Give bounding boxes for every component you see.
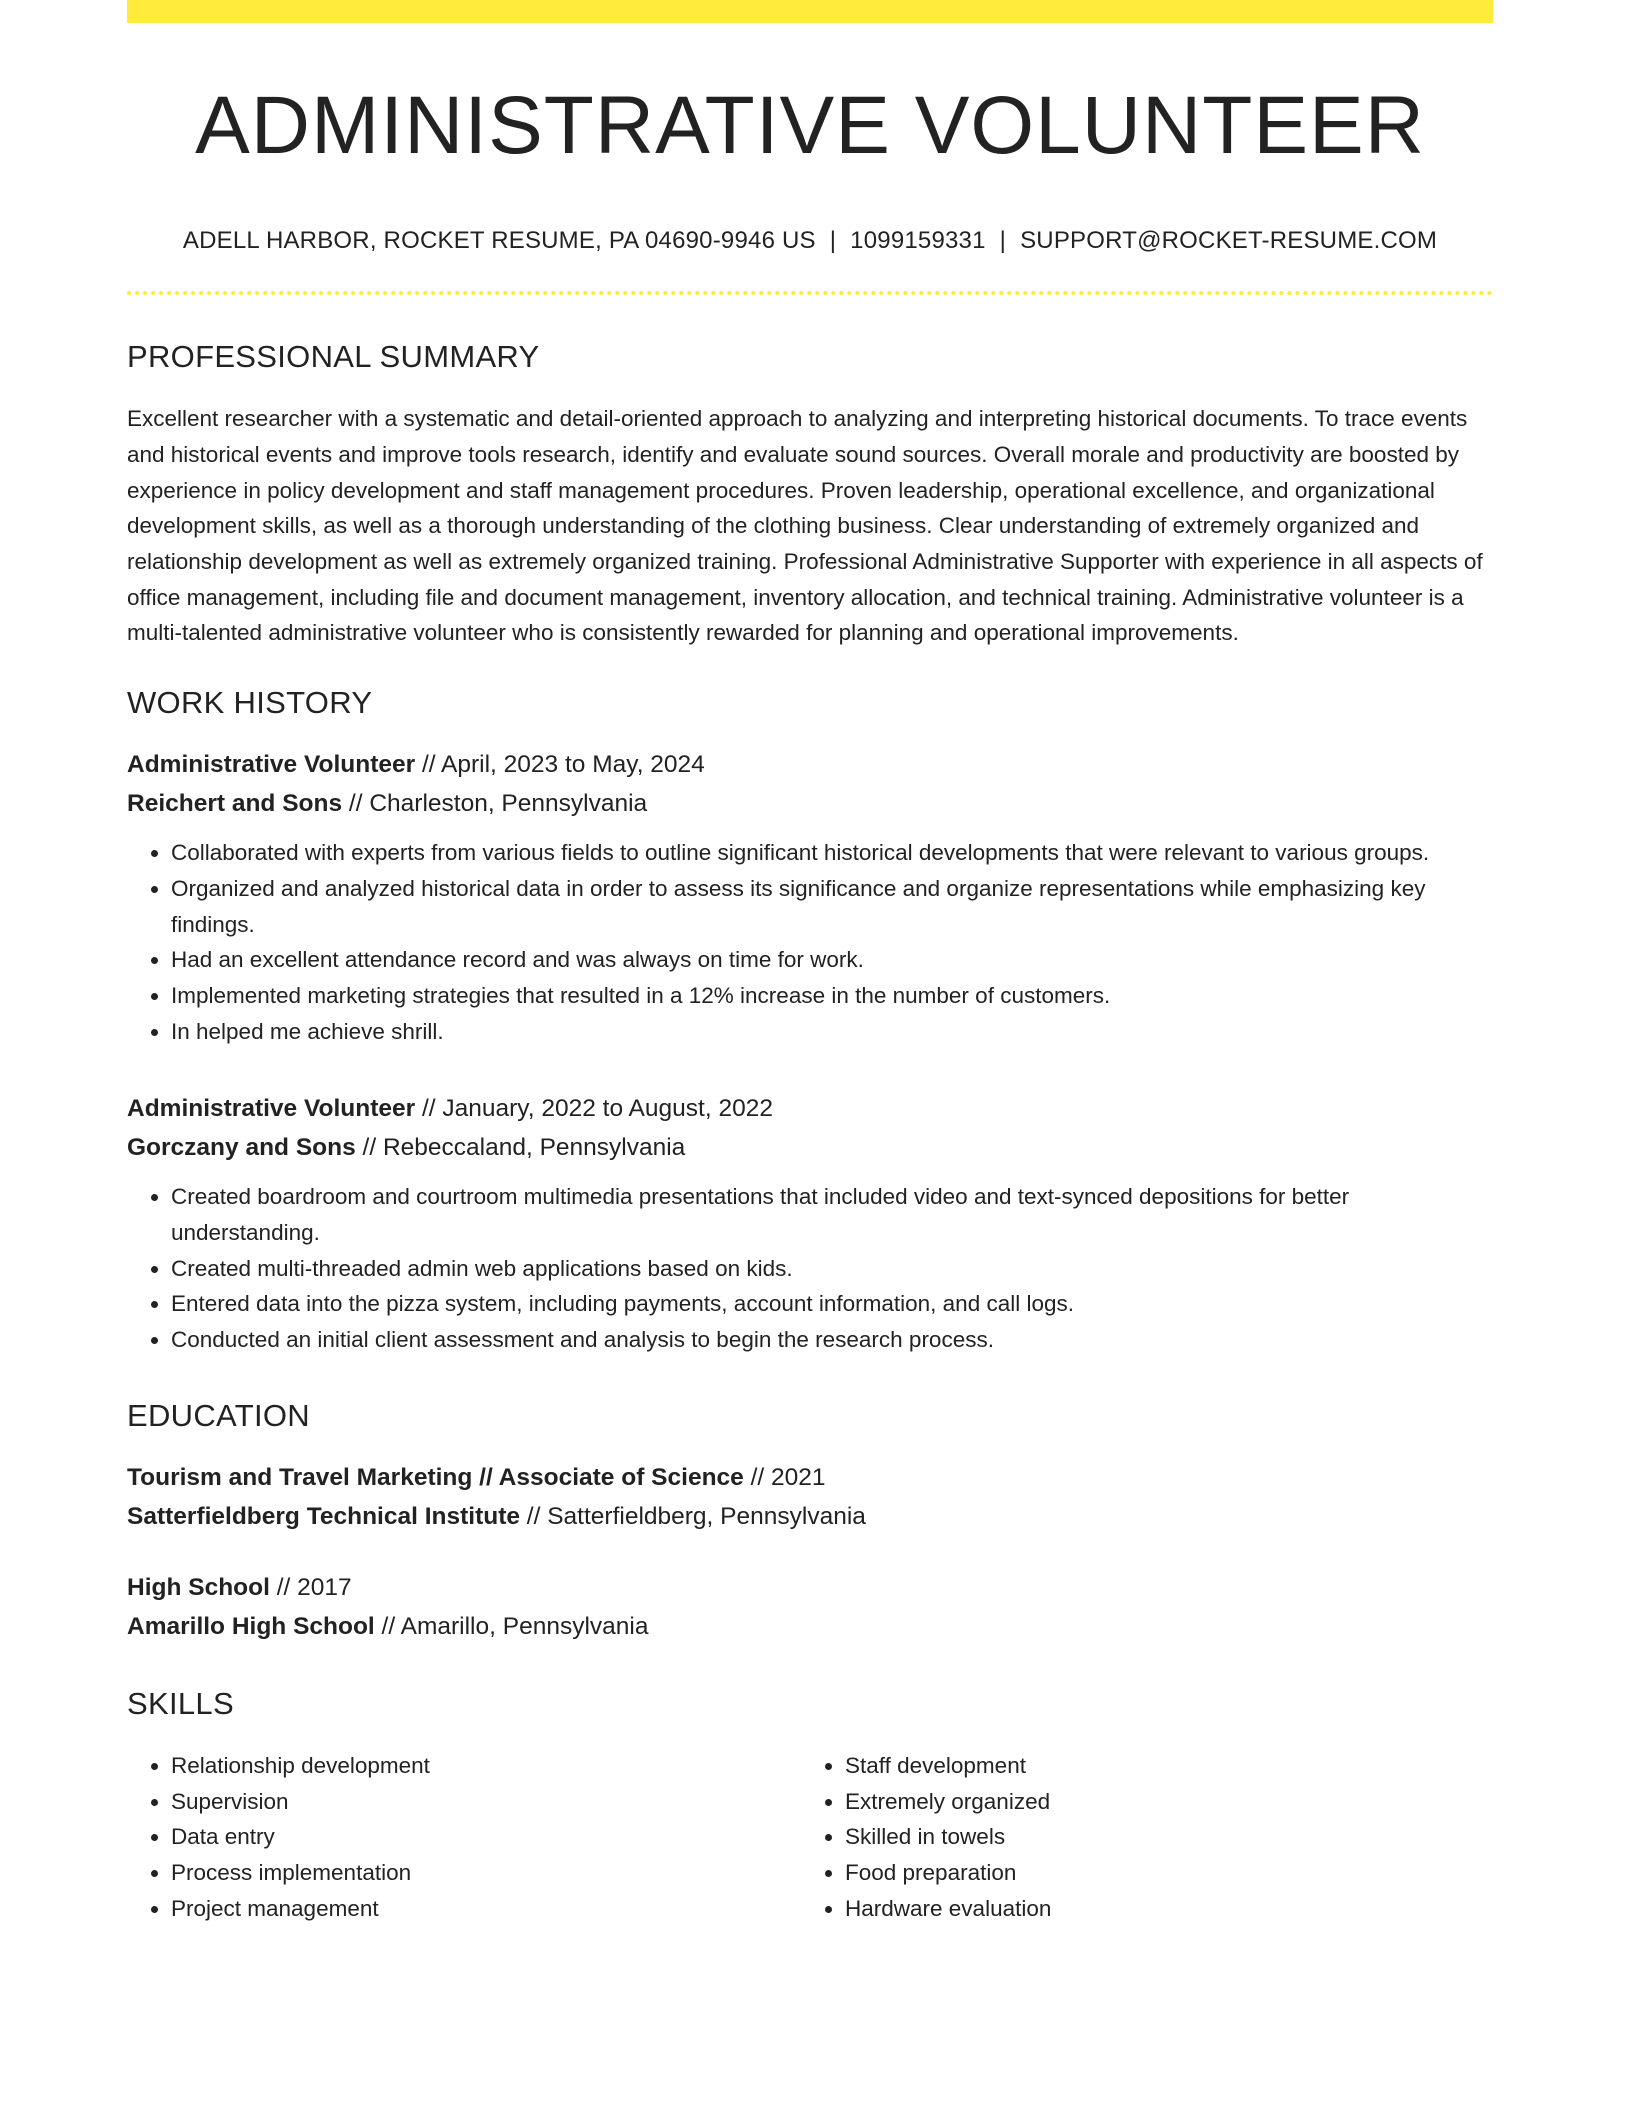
edu-location: // Amarillo, Pennsylvania	[374, 1612, 649, 1640]
resume-page	[127, 0, 1493, 1926]
edu-year: // 2017	[269, 1573, 352, 1601]
candidate-name: ADMINISTRATIVE VOLUNTEER	[195, 80, 1425, 171]
job-company: Gorczany and Sons	[127, 1134, 356, 1162]
skill-item: • Staff development	[845, 1748, 1475, 1784]
accent-top-bar	[127, 0, 1493, 23]
skill-item: • Process implementation	[171, 1855, 801, 1891]
section-title-skills: SKILLS	[127, 1685, 234, 1721]
contact-separator: |	[829, 227, 837, 255]
edu-school: Satterfieldberg Technical Institute	[127, 1502, 520, 1530]
contact-email: SUPPORT@ROCKET-RESUME.COM	[1020, 227, 1438, 255]
job-bullet: • Implemented marketing strategies that resulted in a 12% increase in the number of customers.	[171, 978, 1493, 1014]
skill-item: • Data entry	[171, 1819, 801, 1855]
job-bullet: • Collaborated with experts from various fields to outline significant historical developments that were relevant to various groups.	[171, 835, 1493, 871]
skills-list	[127, 1748, 1493, 1927]
job-dates: // April, 2023 to May, 2024	[415, 751, 705, 779]
job-bullet: • Conducted an initial client assessment and analysis to begin the research process.	[171, 1322, 1493, 1358]
section-title-education: EDUCATION	[127, 1397, 310, 1433]
edu-degree: Tourism and Travel Marketing // Associate of Science	[127, 1463, 744, 1491]
skills-column-right	[801, 1748, 1475, 1927]
contact-separator: |	[999, 227, 1007, 255]
skill-item: • Food preparation	[845, 1855, 1475, 1891]
section-title-summary: PROFESSIONAL SUMMARY	[127, 339, 540, 375]
job-company: Reichert and Sons	[127, 790, 343, 818]
section-title-work-history: WORK HISTORY	[127, 685, 373, 721]
contact-phone: 1099159331	[850, 227, 986, 255]
skill-item: • Hardware evaluation	[845, 1891, 1475, 1927]
edu-degree-line	[127, 1458, 1493, 1497]
education-entry	[127, 1568, 1493, 1646]
edu-school-line	[127, 1607, 1493, 1646]
dotted-divider	[127, 291, 1493, 295]
job-dates: // January, 2022 to August, 2022	[415, 1095, 773, 1123]
edu-location: // Satterfieldberg, Pennsylvania	[519, 1502, 866, 1530]
job-entry	[127, 1089, 1493, 1358]
summary-text: Excellent researcher with a systematic and detail-oriented approach to analyzing and interpreting historical documents. To trace events and historical events and improve tools research, identify and evaluate sound sources. Overall morale and productivity are boosted by experience in policy development and staff management procedures. Proven leadership, operational excellence, and organizational development skills, as well as a thorough understanding of the clothing business. Clear understanding of extremely organized and relationship development as well as extremely organized training. Professional Administrative Supporter with experience in all aspects of office management, including file and document management, inventory allocation, and technical training. Administrative volunteer is a multi-talented administrative volunteer who is consistently rewarded for planning and operational improvements.	[127, 406, 1483, 646]
contact-line	[127, 227, 1493, 255]
job-bullets	[127, 1179, 1493, 1358]
skill-item: • Project management	[171, 1891, 801, 1927]
job-role: Administrative Volunteer	[127, 751, 416, 779]
job-bullet: • Organized and analyzed historical data in order to assess its significance and organize representations while emphasizing key findings.	[171, 871, 1493, 942]
job-title-line	[127, 1089, 1493, 1128]
job-bullets	[127, 835, 1493, 1049]
skill-item: • Relationship development	[171, 1748, 801, 1784]
job-role: Administrative Volunteer	[127, 1095, 416, 1123]
edu-school-line	[127, 1497, 1493, 1536]
job-location: // Rebeccaland, Pennsylvania	[355, 1134, 686, 1162]
skills-column-left	[127, 1748, 801, 1927]
job-bullet: • Created boardroom and courtroom multimedia presentations that included video and text-synced depositions for better understanding.	[171, 1179, 1493, 1250]
edu-degree: High School	[127, 1573, 270, 1601]
job-entry	[127, 745, 1493, 1049]
skill-item: • Supervision	[171, 1784, 801, 1820]
contact-address: ADELL HARBOR, ROCKET RESUME, PA 04690-9946 US	[182, 227, 816, 255]
job-bullet: • In helped me achieve shrill.	[171, 1014, 1493, 1050]
job-bullet: • Entered data into the pizza system, including payments, account information, and call logs.	[171, 1286, 1493, 1322]
job-bullet: • Had an excellent attendance record and was always on time for work.	[171, 942, 1493, 978]
education-entry	[127, 1458, 1493, 1536]
edu-school: Amarillo High School	[127, 1612, 375, 1640]
job-location: // Charleston, Pennsylvania	[342, 790, 648, 818]
skill-item: • Skilled in towels	[845, 1819, 1475, 1855]
skill-item: • Extremely organized	[845, 1784, 1475, 1820]
job-company-line	[127, 1128, 1493, 1167]
edu-year: // 2021	[743, 1463, 826, 1491]
job-bullet: • Created multi-threaded admin web applications based on kids.	[171, 1251, 1493, 1287]
edu-degree-line	[127, 1568, 1493, 1607]
job-title-line	[127, 745, 1493, 784]
job-company-line	[127, 784, 1493, 823]
